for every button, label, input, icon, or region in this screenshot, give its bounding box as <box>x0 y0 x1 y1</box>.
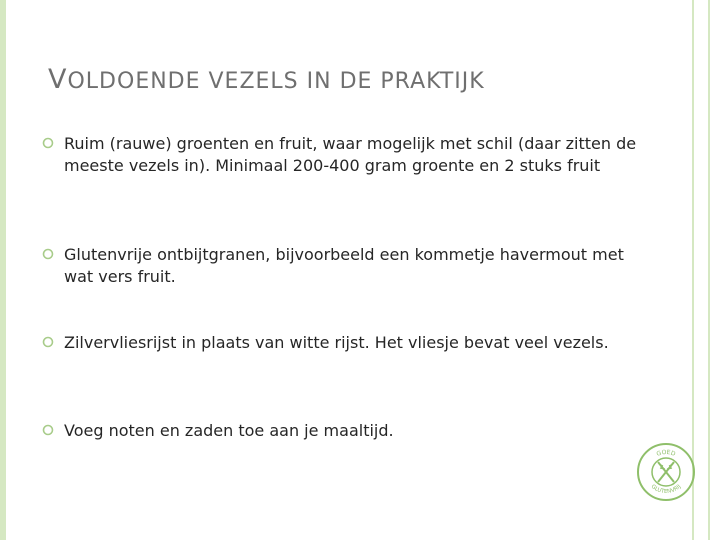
circle-bullet-icon <box>42 137 54 149</box>
bullet-item <box>42 420 642 442</box>
bullet-text: Glutenvrije ontbijtgranen, bijvoorbeeld een kommetje havermout met wat vers fruit. <box>64 245 624 286</box>
circle-bullet-icon <box>42 248 54 260</box>
bullet-item <box>42 332 642 354</box>
slide-title-rest: OLDOENDE VEZELS IN DE PRAKTIJK <box>67 69 485 94</box>
bullet-text: Ruim (rauwe) groenten en fruit, waar mogelijk met schil (daar zitten de meeste vezels in). Minimaal 200-400 gram groente en 2 stuks fruit <box>64 134 637 175</box>
bullet-text: Voeg noten en zaden toe aan je maaltijd. <box>64 421 394 440</box>
slide-title-initial: V <box>48 64 68 95</box>
bullet-item <box>42 244 642 288</box>
slide-title <box>48 64 485 95</box>
bullet-item <box>42 133 642 177</box>
glutenfree-seal-icon <box>636 442 696 502</box>
circle-bullet-icon <box>42 424 54 436</box>
left-frame-bar <box>0 0 6 540</box>
logo-text-top: GOED <box>655 448 677 458</box>
bullet-text: Zilvervliesrijst in plaats van witte rijst. Het vliesje bevat veel vezels. <box>64 333 609 352</box>
circle-bullet-icon <box>42 336 54 348</box>
logo-text-bottom: GLUTENVRIJ <box>649 483 683 496</box>
